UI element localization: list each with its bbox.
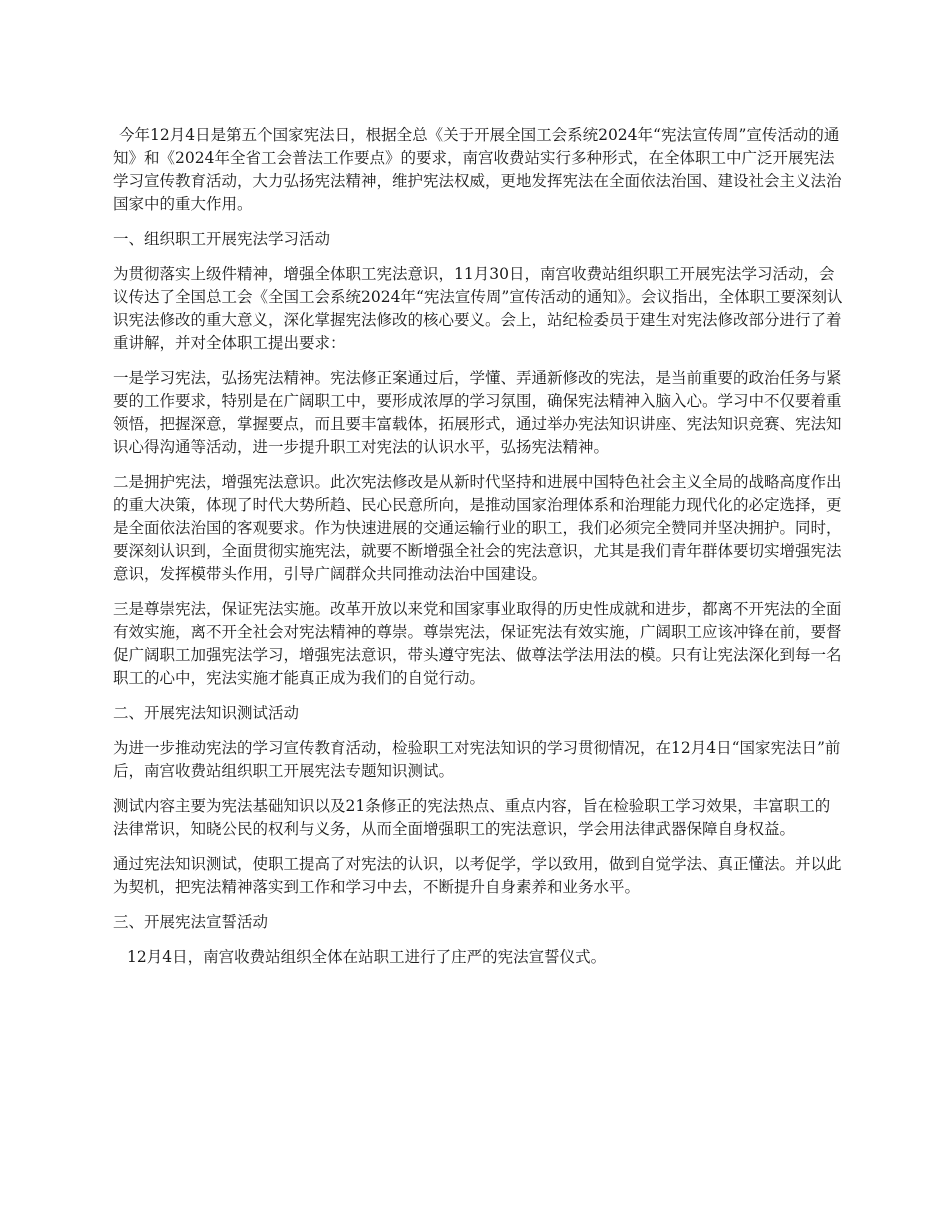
section-heading-3: 三、开展宪法宣誓活动	[113, 913, 269, 931]
section2-paragraph-3: 通过宪法知识测试，使职工提高了对宪法的认识，以考促学，学以致用，做到自觉学法、真正懂法。并以此为契机，把宪法精神落实到工作和学习中去，不断提升自身素养和业务水平。	[113, 855, 842, 896]
section-heading-2: 二、开展宪法知识测试活动	[113, 704, 300, 722]
document-body	[113, 124, 843, 981]
section1-paragraph-3: 二是拥护宪法，增强宪法意识。此次宪法修改是从新时代坚持和进展中国特色社会主义全局的战略高度作出的重大决策，体现了时代大势所趋、民心民意所向，是推动国家治理体系和治理能力现代化的必定选择，更是全面依法治国的客观要求。作为快速进展的交通运输行业的职工，我们必须完全赞同并坚决拥护。同时，要深刻认识到，全面贯彻实施宪法，就要不断增强全社会的宪法意识，尤其是我们青年群体要切实增强宪法意识，发挥模带头作用，引导广阔群众共同推动法治中国建设。	[113, 473, 842, 583]
section3-paragraph-1: 12月4日，南宫收费站组织全体在站职工进行了庄严的宪法宣誓仪式。	[127, 948, 607, 966]
section2-paragraph-2: 测试内容主要为宪法基础知识以及21条修正的宪法热点、重点内容，旨在检验职工学习效果，丰富职工的法律常识，知晓公民的权利与义务，从而全面增强职工的宪法意识，学会用法律武器保障自身权益。	[113, 797, 831, 838]
section1-paragraph-1: 为贯彻落实上级件精神，增强全体职工宪法意识，11月30日，南宫收费站组织职工开展宪法学习活动，会议传达了全国总工会《全国工会系统2024年“宪法宣传周”宣传活动的通知》。会议指出，全体职工要深刻认识宪法修改的重大意义，深化掌握宪法修改的核心要义。会上，站纪检委员于建生对宪法修改部分进行了着重讲解，并对全体职工提出要求：	[113, 265, 843, 352]
section1-paragraph-2: 一是学习宪法，弘扬宪法精神。宪法修正案通过后，学懂、弄通新修改的宪法，是当前重要的政治任务与紧要的工作要求，特别是在广阔职工中，要形成浓厚的学习氛围，确保宪法精神入脑入心。学习中不仅要着重领悟，把握深意，掌握要点，而且要丰富载体，拓展形式，通过举办宪法知识讲座、宪法知识竞赛、宪法知识心得沟通等活动，进一步提升职工对宪法的认识水平，弘扬宪法精神。	[113, 369, 842, 456]
section-heading-1: 一、组织职工开展宪法学习活动	[113, 230, 331, 248]
section1-paragraph-4: 三是尊崇宪法，保证宪法实施。改革开放以来党和国家事业取得的历史性成就和进步，都离不开宪法的全面有效实施，离不开全社会对宪法精神的尊崇。尊崇宪法，保证宪法有效实施，广阔职工应该冲锋在前，要督促广阔职工加强宪法学习，增强宪法意识，带头遵守宪法、做尊法学法用法的模。只有让宪法深化到每一名职工的心中，宪法实施才能真正成为我们的自觉行动。	[113, 600, 842, 687]
section2-paragraph-1: 为进一步推动宪法的学习宣传教育活动，检验职工对宪法知识的学习贯彻情况，在12月4日“国家宪法日”前后，南宫收费站组织职工开展宪法专题知识测试。	[113, 739, 841, 780]
intro-paragraph: 今年12月4日是第五个国家宪法日，根据全总《关于开展全国工会系统2024年“宪法宣传周”宣传活动的通知》和《2024年全省工会普法工作要点》的要求，南宫收费站实行多种形式，在全体职工中广泛开展宪法学习宣传教育活动，大力弘扬宪法精神，维护宪法权威，更地发挥宪法在全面依法治国、建设社会主义法治国家中的重大作用。	[113, 126, 842, 213]
